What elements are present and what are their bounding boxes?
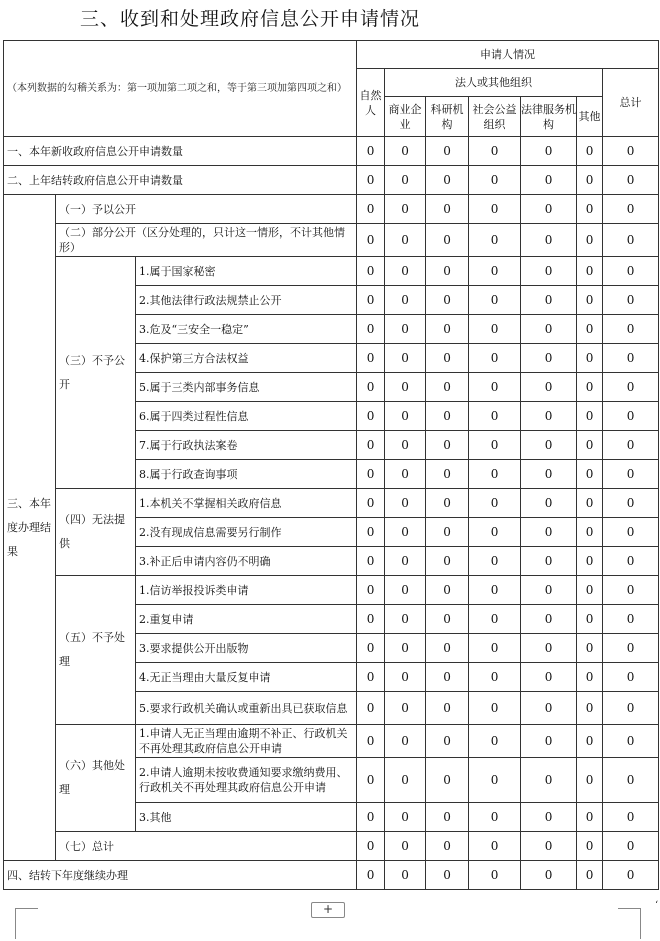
row-label: 5.属于三类内部事务信息: [136, 373, 357, 402]
value-cell: 0: [603, 832, 659, 861]
row-label: 8.属于行政查询事项: [136, 460, 357, 489]
row-label: 6.属于四类过程性信息: [136, 402, 357, 431]
value-cell: 0: [385, 518, 426, 547]
value-cell: 0: [577, 605, 603, 634]
value-cell: 0: [577, 663, 603, 692]
value-cell: 0: [521, 257, 577, 286]
value-cell: 0: [577, 634, 603, 663]
value-cell: 0: [426, 315, 469, 344]
value-cell: 0: [385, 137, 426, 166]
value-cell: 0: [521, 518, 577, 547]
row-label: 1.申请人无正当理由逾期不补正、行政机关不再处理其政府信息公开申请: [136, 725, 357, 758]
value-cell: 0: [357, 861, 385, 890]
value-cell: 0: [426, 758, 469, 803]
value-cell: 0: [357, 576, 385, 605]
value-cell: 0: [469, 431, 521, 460]
value-cell: 0: [603, 489, 659, 518]
group-label-result: 三、本年度办理结果: [4, 195, 56, 861]
value-cell: 0: [426, 373, 469, 402]
value-cell: 0: [357, 286, 385, 315]
value-cell: 0: [426, 634, 469, 663]
value-cell: 0: [521, 725, 577, 758]
table-row: [4, 725, 659, 758]
value-cell: 0: [603, 605, 659, 634]
value-cell: 0: [521, 576, 577, 605]
value-cell: 0: [426, 224, 469, 257]
value-cell: 0: [385, 344, 426, 373]
value-cell: 0: [603, 195, 659, 224]
value-cell: 0: [426, 431, 469, 460]
value-cell: 0: [603, 286, 659, 315]
research-header: 科研机构: [426, 97, 469, 137]
value-cell: 0: [577, 803, 603, 832]
row-label: 5.要求行政机关确认或重新出具已获取信息: [136, 692, 357, 725]
value-cell: 0: [385, 861, 426, 890]
value-cell: 0: [385, 286, 426, 315]
table-row: [4, 861, 659, 890]
value-cell: 0: [521, 605, 577, 634]
corner-mark: ‘: [655, 900, 659, 911]
row-label: （二）部分公开（区分处理的，只计这一情形，不计其他情形）: [56, 224, 357, 257]
value-cell: 0: [577, 373, 603, 402]
value-cell: 0: [521, 286, 577, 315]
value-cell: 0: [357, 518, 385, 547]
value-cell: 0: [357, 758, 385, 803]
value-cell: 0: [577, 518, 603, 547]
social-header: 社会公益组织: [469, 97, 521, 137]
row-label: （一）予以公开: [56, 195, 357, 224]
row-label: 2.没有现成信息需要另行制作: [136, 518, 357, 547]
value-cell: 0: [521, 224, 577, 257]
row-label: 1.本机关不掌握相关政府信息: [136, 489, 357, 518]
value-cell: 0: [426, 257, 469, 286]
value-cell: 0: [577, 344, 603, 373]
legal-service-header: 法律服务机构: [521, 97, 577, 137]
value-cell: 0: [385, 431, 426, 460]
value-cell: 0: [426, 663, 469, 692]
value-cell: 0: [577, 832, 603, 861]
value-cell: 0: [385, 758, 426, 803]
table-row: [4, 166, 659, 195]
value-cell: 0: [385, 832, 426, 861]
value-cell: 0: [357, 224, 385, 257]
value-cell: 0: [357, 832, 385, 861]
value-cell: 0: [469, 402, 521, 431]
row-label: 1.信访举报投诉类申请: [136, 576, 357, 605]
group-label-g3: （三）不予公开: [56, 257, 136, 489]
value-cell: 0: [385, 402, 426, 431]
table-row: [4, 137, 659, 166]
value-cell: 0: [426, 489, 469, 518]
value-cell: 0: [357, 803, 385, 832]
value-cell: 0: [426, 166, 469, 195]
value-cell: 0: [426, 861, 469, 890]
value-cell: 0: [469, 861, 521, 890]
value-cell: 0: [357, 634, 385, 663]
value-cell: 0: [603, 344, 659, 373]
row-label: （七）总计: [56, 832, 357, 861]
value-cell: 0: [385, 634, 426, 663]
value-cell: 0: [521, 758, 577, 803]
page-title: 三、收到和处理政府信息公开申请情况: [80, 8, 421, 30]
legal-person-header: 法人或其他组织: [385, 69, 603, 97]
value-cell: 0: [426, 692, 469, 725]
value-cell: 0: [469, 166, 521, 195]
value-cell: 0: [577, 692, 603, 725]
row-label: 2.其他法律行政法规禁止公开: [136, 286, 357, 315]
value-cell: 0: [357, 257, 385, 286]
value-cell: 0: [603, 576, 659, 605]
row-label: 3.危及“三安全一稳定”: [136, 315, 357, 344]
crop-mark-right: [618, 908, 641, 939]
value-cell: 0: [426, 803, 469, 832]
value-cell: 0: [469, 605, 521, 634]
value-cell: 0: [357, 195, 385, 224]
row-label: 4.保护第三方合法权益: [136, 344, 357, 373]
value-cell: 0: [577, 166, 603, 195]
table-row: [4, 489, 659, 518]
value-cell: 0: [469, 576, 521, 605]
value-cell: 0: [577, 725, 603, 758]
value-cell: 0: [577, 195, 603, 224]
value-cell: 0: [469, 692, 521, 725]
value-cell: 0: [521, 166, 577, 195]
value-cell: 0: [521, 489, 577, 518]
value-cell: 0: [357, 373, 385, 402]
value-cell: 0: [521, 402, 577, 431]
value-cell: 0: [521, 195, 577, 224]
value-cell: 0: [577, 137, 603, 166]
value-cell: 0: [603, 257, 659, 286]
value-cell: 0: [385, 224, 426, 257]
value-cell: 0: [521, 692, 577, 725]
value-cell: 0: [469, 518, 521, 547]
value-cell: 0: [521, 344, 577, 373]
value-cell: 0: [521, 137, 577, 166]
value-cell: 0: [521, 634, 577, 663]
value-cell: 0: [426, 576, 469, 605]
value-cell: 0: [577, 402, 603, 431]
value-cell: 0: [577, 224, 603, 257]
row-label: 3.补正后申请内容仍不明确: [136, 547, 357, 576]
value-cell: 0: [603, 166, 659, 195]
value-cell: 0: [357, 489, 385, 518]
value-cell: 0: [426, 402, 469, 431]
value-cell: 0: [577, 460, 603, 489]
total-header: 总计: [603, 69, 659, 137]
value-cell: 0: [577, 547, 603, 576]
value-cell: 0: [521, 861, 577, 890]
info-disclosure-table: [3, 40, 659, 890]
value-cell: 0: [603, 692, 659, 725]
value-cell: 0: [357, 315, 385, 344]
row-label: 1.属于国家秘密: [136, 257, 357, 286]
crop-mark-left: [15, 908, 38, 939]
value-cell: 0: [577, 861, 603, 890]
value-cell: 0: [603, 634, 659, 663]
table-row: [4, 832, 659, 861]
value-cell: 0: [385, 166, 426, 195]
value-cell: 0: [521, 315, 577, 344]
value-cell: 0: [469, 195, 521, 224]
table-row: [4, 224, 659, 257]
value-cell: 0: [426, 832, 469, 861]
value-cell: 0: [603, 373, 659, 402]
group-label-g6: （六）其他处理: [56, 725, 136, 832]
value-cell: 0: [603, 861, 659, 890]
commercial-header: 商业企业: [385, 97, 426, 137]
value-cell: 0: [603, 547, 659, 576]
value-cell: 0: [469, 634, 521, 663]
row-label: 一、本年新收政府信息公开申请数量: [4, 137, 357, 166]
value-cell: 0: [603, 803, 659, 832]
value-cell: 0: [469, 344, 521, 373]
value-cell: 0: [469, 803, 521, 832]
group-label-g4: （四）无法提供: [56, 489, 136, 576]
value-cell: 0: [469, 725, 521, 758]
value-cell: 0: [357, 692, 385, 725]
value-cell: 0: [426, 725, 469, 758]
value-cell: 0: [469, 315, 521, 344]
value-cell: 0: [357, 402, 385, 431]
value-cell: 0: [385, 576, 426, 605]
value-cell: 0: [603, 431, 659, 460]
value-cell: 0: [469, 373, 521, 402]
other-header: 其他: [577, 97, 603, 137]
applicant-situation-header: 申请人情况: [357, 41, 659, 69]
value-cell: 0: [521, 431, 577, 460]
value-cell: 0: [357, 605, 385, 634]
value-cell: 0: [426, 547, 469, 576]
group-label-g5: （五）不予处理: [56, 576, 136, 725]
value-cell: 0: [426, 137, 469, 166]
value-cell: 0: [385, 195, 426, 224]
value-cell: 0: [521, 832, 577, 861]
value-cell: 0: [469, 832, 521, 861]
value-cell: 0: [385, 460, 426, 489]
value-cell: 0: [469, 257, 521, 286]
row-label: 3.要求提供公开出版物: [136, 634, 357, 663]
value-cell: 0: [469, 547, 521, 576]
row-label: 二、上年结转政府信息公开申请数量: [4, 166, 357, 195]
value-cell: 0: [521, 547, 577, 576]
value-cell: 0: [357, 663, 385, 692]
value-cell: 0: [577, 431, 603, 460]
value-cell: 0: [357, 344, 385, 373]
row-label: 7.属于行政执法案卷: [136, 431, 357, 460]
table-row: [4, 257, 659, 286]
header-note: （本列数据的勾稽关系为：第一项加第二项之和，等于第三项加第四项之和）: [4, 41, 357, 137]
value-cell: 0: [426, 518, 469, 547]
value-cell: 0: [469, 758, 521, 803]
value-cell: 0: [521, 663, 577, 692]
value-cell: 0: [603, 402, 659, 431]
row-label: 3.其他: [136, 803, 357, 832]
value-cell: 0: [357, 460, 385, 489]
value-cell: 0: [521, 373, 577, 402]
value-cell: 0: [577, 576, 603, 605]
value-cell: 0: [469, 286, 521, 315]
value-cell: 0: [577, 489, 603, 518]
row-label: 四、结转下年度继续办理: [4, 861, 357, 890]
value-cell: 0: [603, 663, 659, 692]
value-cell: 0: [469, 489, 521, 518]
value-cell: 0: [577, 286, 603, 315]
value-cell: 0: [603, 137, 659, 166]
value-cell: 0: [357, 725, 385, 758]
value-cell: 0: [469, 137, 521, 166]
value-cell: 0: [426, 286, 469, 315]
value-cell: 0: [426, 605, 469, 634]
value-cell: 0: [385, 663, 426, 692]
row-label: 2.申请人逾期未按收费通知要求缴纳费用、行政机关不再处理其政府信息公开申请: [136, 758, 357, 803]
value-cell: 0: [426, 460, 469, 489]
value-cell: 0: [426, 344, 469, 373]
value-cell: 0: [385, 725, 426, 758]
value-cell: 0: [385, 315, 426, 344]
value-cell: 0: [577, 758, 603, 803]
value-cell: 0: [357, 137, 385, 166]
value-cell: 0: [577, 315, 603, 344]
table-row: [4, 195, 659, 224]
value-cell: 0: [469, 460, 521, 489]
value-cell: 0: [469, 224, 521, 257]
value-cell: 0: [603, 518, 659, 547]
value-cell: 0: [603, 315, 659, 344]
value-cell: 0: [385, 605, 426, 634]
value-cell: 0: [426, 195, 469, 224]
value-cell: 0: [603, 725, 659, 758]
value-cell: 0: [385, 803, 426, 832]
value-cell: 0: [603, 224, 659, 257]
row-label: 2.重复申请: [136, 605, 357, 634]
value-cell: 0: [603, 460, 659, 489]
value-cell: 0: [385, 547, 426, 576]
add-button[interactable]: +: [311, 902, 345, 918]
row-label: 4.无正当理由大量反复申请: [136, 663, 357, 692]
value-cell: 0: [385, 373, 426, 402]
value-cell: 0: [385, 692, 426, 725]
value-cell: 0: [577, 257, 603, 286]
value-cell: 0: [357, 431, 385, 460]
value-cell: 0: [385, 489, 426, 518]
value-cell: 0: [603, 758, 659, 803]
value-cell: 0: [521, 460, 577, 489]
value-cell: 0: [521, 803, 577, 832]
value-cell: 0: [385, 257, 426, 286]
value-cell: 0: [469, 663, 521, 692]
value-cell: 0: [357, 166, 385, 195]
table-row: [4, 576, 659, 605]
value-cell: 0: [357, 547, 385, 576]
natural-person-header: 自然人: [357, 69, 385, 137]
